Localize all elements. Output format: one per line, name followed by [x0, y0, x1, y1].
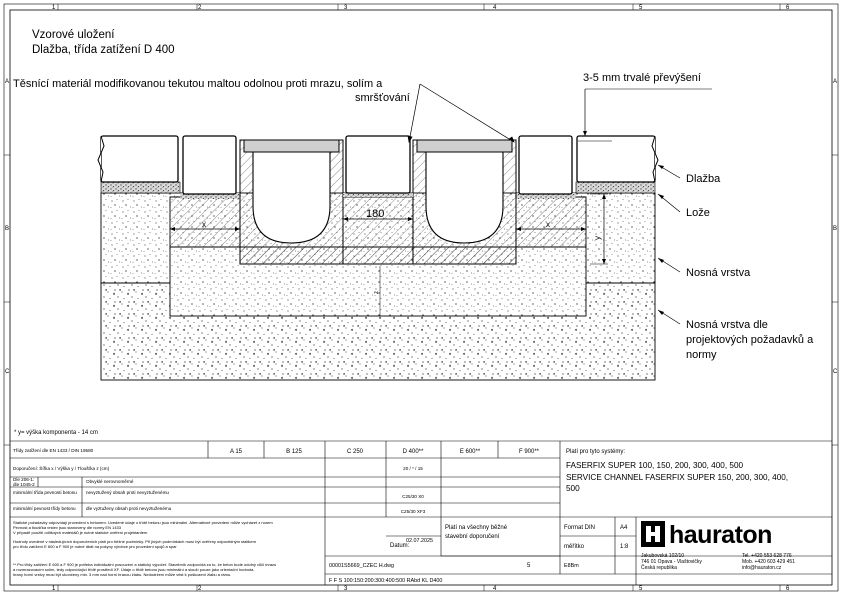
dim-y: y	[593, 236, 602, 240]
row-norm-a: Dle 206-1:	[13, 477, 35, 482]
note-8: hrany horní vrstvy musí být ukončeny min. 3 mm nad horní hranou žlabu. Nedodržení může vést k poškození žlabu a rámu.	[13, 572, 232, 577]
frame-col-5: 5	[639, 5, 643, 11]
frame-row-c: C	[5, 369, 10, 375]
bedding-left	[101, 182, 180, 193]
systems-title: Platí pro tyto systémy:	[566, 449, 626, 455]
frame-col-2-bottom: 2	[198, 586, 202, 592]
sealant-callout-line1: Těsnící materiál modifikovanou tekutou maltou odolnou proti mrazu, solím a	[13, 78, 383, 90]
frame-col-4-bottom: 4	[493, 586, 497, 592]
frame-col-6-bottom: 6	[786, 586, 790, 592]
sealant-callout-line2: smršťování	[355, 92, 410, 104]
cross-section	[98, 89, 712, 380]
address-line1: Jakubovská 102/10	[641, 553, 685, 559]
row-norm-note: Obvyklé nerovnoměrné	[86, 479, 134, 484]
sheet-number: 5	[527, 563, 531, 569]
channel-1-grate	[244, 140, 339, 152]
address-line2: 746 01 Opava - Vlaštovičky	[641, 559, 702, 565]
datum-label: Datum:	[390, 543, 410, 549]
address-line3: Česká republika	[641, 565, 677, 571]
paver-right-outer	[577, 136, 655, 182]
row-load-classes-label: Třídy zatížení dle EN 1433 / DIN 19580	[13, 448, 94, 453]
frame-col-3: 3	[344, 5, 348, 11]
note-5: pro třídu zatížení E 600 a F 900 je nutné dbát na pokyny výrobce pro provedení spojů a spar	[13, 544, 177, 549]
drawn-by: E8Bm	[564, 563, 579, 569]
channel-2-trough	[426, 152, 503, 243]
systems-line3: 500	[566, 484, 580, 493]
hauraton-logo	[641, 521, 772, 549]
frame-col-2: 2	[198, 5, 202, 11]
paving-label: Dlažba	[686, 173, 721, 185]
class-d400: D 400**	[402, 449, 424, 455]
class-c250: C 250	[346, 449, 364, 455]
email: info@hauraton.cz	[742, 565, 782, 571]
frame-row-b-right: B	[833, 226, 838, 232]
class-a15: A 15	[229, 449, 243, 455]
frame-row-a: A	[5, 79, 10, 85]
bedding-label: Lože	[686, 207, 710, 219]
frame-col-1: 1	[52, 5, 56, 11]
dim-gap-180: 180	[366, 208, 385, 220]
frame-col-4: 4	[493, 5, 497, 11]
scale-label: měřítko	[564, 544, 585, 550]
phone: Tel. +420 553 628 776	[742, 553, 792, 559]
drawing-number: F F S 100:150:200:300:400:500 RAbd KL D400	[329, 578, 443, 584]
note-4: Hodnoty uvedené v následujících doporučeních platí pro běžné podmínky. Při jiných podmínkách musí být ověřeny odpovědným statikem	[13, 539, 256, 544]
channel-1-trough	[253, 152, 330, 243]
base-label: Nosná vrstva	[686, 267, 751, 279]
note-6: ** Pro třídy zatížení E 600 a F 900 je potřeba individuální posouzení a statický výpočet. Stavebník zodpovídá za to, že beton bude odolný vůči mrazu	[13, 562, 277, 567]
dim-z: z	[374, 291, 380, 294]
format-label: Format DIN	[564, 525, 596, 531]
frame-col-5-bottom: 5	[639, 586, 643, 592]
frame-col-6: 6	[786, 5, 790, 11]
paver-middle	[346, 136, 410, 193]
note-2: Pevnost a tloušťka vrstev jsou stanoveny dle normy EN 1433	[13, 525, 121, 530]
desc-line2: stavební doporučení	[445, 534, 500, 540]
file-name: 00001S5669_CZEC H.dwg	[329, 563, 395, 569]
d400-recommendation-value: 20 / * / 15	[403, 466, 423, 471]
frame-col-1-bottom: 1	[52, 586, 56, 592]
subbase-label-line1: Nosná vrstva dle	[686, 319, 768, 331]
channel-2-grate	[417, 140, 512, 152]
desc-line1: Platí na všechny běžné	[445, 525, 508, 531]
frame-row-b: B	[5, 226, 10, 232]
row-concrete-class-note: nevyztužený obsah proti nevyztuženému	[86, 490, 169, 495]
paver-left-outer	[101, 136, 178, 182]
subbase-label-line2: projektových požadavků a	[686, 334, 814, 346]
frame-row-c-right: C	[833, 369, 838, 375]
note-3: V případě použití odlišných materiálů je nutné statické ověření projektantem	[13, 530, 148, 535]
row-norm-b: dle 1045-2	[13, 482, 35, 487]
class-e600: E 600**	[459, 449, 481, 455]
drawing-title-line2: Dlažba, třída zatížení D 400	[32, 44, 175, 56]
paver-left-inner	[183, 136, 236, 194]
class-b125: B 125	[286, 449, 302, 455]
systems-line2: SERVICE CHANNEL FASERFIX SUPER 150, 200, 300, 400,	[566, 473, 789, 482]
company-logo-text: hauraton	[669, 521, 772, 549]
row-concrete-class-label: minimální třída pevnosti betonu	[13, 490, 77, 495]
systems-line1: FASERFIX SUPER 100, 150, 200, 300, 400, 500	[566, 461, 744, 470]
scale-value: 1:8	[620, 544, 629, 550]
d400-concrete2-value: C25/30 XF3	[400, 509, 426, 514]
subbase-label-line3: normy	[686, 349, 717, 361]
d400-concrete-value: C25/30 X0	[402, 494, 424, 499]
bedding-right	[576, 182, 655, 193]
frame-row-a-right: A	[833, 79, 838, 85]
note-7: a rozmrazovacím solím, tedy odpovídající třídě prostředí XF. Údaje o třídě betonu jsou minimální a slouží pouze jako orientační hodnota.	[13, 567, 255, 572]
mobile: Mob. +420 603 429 451	[742, 559, 795, 565]
format-value: A4	[620, 525, 628, 531]
dim-x-right: x	[546, 220, 550, 229]
class-f900: F 900**	[518, 449, 540, 455]
row-concrete-class2-label: minimální pevnost třídy betonu	[13, 506, 76, 511]
note-1: Statické požadavky odpovídají provedení s betonem. Uvedené údaje o třídě betonu jsou minimální. Alternativně provedení může vycházet z norem	[13, 520, 273, 525]
footnote: * y= výška komponenta - 14 cm	[14, 430, 98, 436]
overhang-callout: 3-5 mm trvalé převýšení	[583, 72, 701, 84]
datum-value: 02.07.2025	[406, 538, 433, 544]
row-concrete-class2-note: dle vyztuženy obsah proti nevyztuženému	[86, 506, 172, 511]
paver-right-inner	[519, 136, 572, 194]
frame-col-3-bottom: 3	[344, 586, 348, 592]
drawing-title-line1: Vzorové uložení	[32, 29, 115, 41]
dim-x-left: x	[202, 220, 206, 229]
row-recommendation-label: Doporučení: Šířka x / Výška y / Tloušťka z (cm)	[13, 466, 110, 471]
